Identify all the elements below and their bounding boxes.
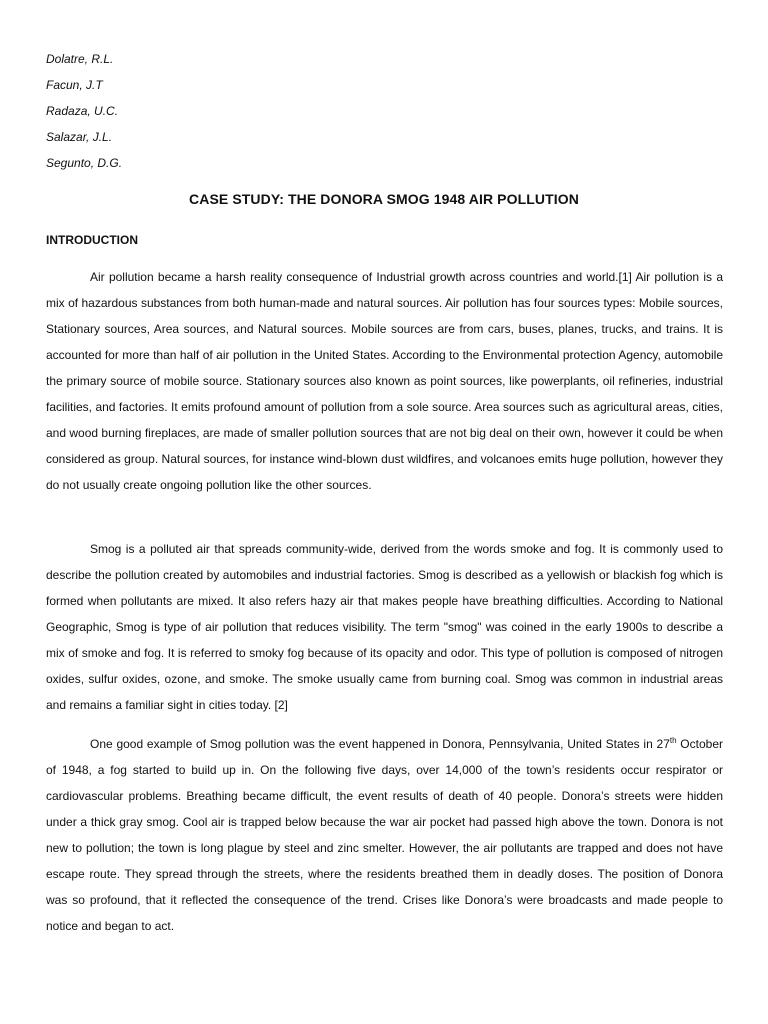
- author-name: Facun, J.T: [46, 78, 103, 92]
- author-list: [46, 46, 346, 176]
- body-paragraph: Air pollution became a harsh reality consequence of Industrial growth across countries and world.[1] Air pollution is a mix of hazardous substances from both human-made and natural sources. Air pollution has four sources types: Mobile sources, Stationary sources, Area sources, and Natural sources. Mobile sources are from cars, buses, planes, trucks, and trains. It is accounted for more than half of air pollution in the United States. According to the Environmental protection Agency, automobile the primary source of mobile source. Stationary sources also known as point sources, like powerplants, oil refineries, industrial facilities, and factories. It emits profound amount of pollution from a sole source. Area sources such as agricultural areas, cities, and wood burning fireplaces, are made of smaller pollution sources that are not big deal on their own, however it could be when considered as group. Natural sources, for instance wind-blown dust wildfires, and volcanoes emits huge pollution, however they do not usually create ongoing pollution like the other sources.: [46, 270, 723, 492]
- body-paragraph: [46, 731, 723, 939]
- author-name: Segunto, D.G.: [46, 156, 123, 170]
- author-name: Radaza, U.C.: [46, 104, 119, 118]
- paragraph-text: One good example of Smog pollution was the event happened in Donora, Pennsylvania, United States in 27: [90, 737, 670, 751]
- document-title: CASE STUDY: THE DONORA SMOG 1948 AIR POLLUTION: [189, 191, 579, 207]
- ordinal-suffix: th: [669, 736, 677, 745]
- body-paragraph: Smog is a polluted air that spreads community-wide, derived from the words smoke and fog. It is commonly used to describe the pollution created by automobiles and industrial factories. Smog is described as a yellowish or blackish fog which is formed when pollutants are mixed. It also refers hazy air that makes people have breathing difficulties. According to National Geographic, Smog is type of air pollution that reduces visibility. The term "smog" was coined in the early 1900s to describe a mix of smoke and fog. It is referred to smoky fog because of its opacity and odor. This type of pollution is composed of nitrogen oxides, sulfur oxides, ozone, and smoke. The smoke usually came from burning coal. Smog was common in industrial areas and remains a familiar sight in cities today. [2]: [46, 542, 723, 712]
- paragraph-text: October of 1948, a fog started to build up in. On the following five days, over 14,000 of the town’s residents occur respirator or cardiovascular problems. Breathing became difficult, the event results of death of 40 people. Donora’s streets were hidden under a thick gray smog. Cool air is trapped below because the war air pocket had passed high above the town. Donora is not new to pollution; the town is long plague by steel and zinc smelter. However, the air pollutants are trapped and does not have escape route. They spread through the streets, where the residents breathed them in deadly doses. The position of Donora was so profound, that it reflected the consequence of the trend. Crises like Donora’s were broadcasts and made people to notice and began to act.: [46, 737, 723, 933]
- author-name: Salazar, J.L.: [46, 130, 113, 144]
- section-heading: INTRODUCTION: [46, 233, 138, 247]
- author-name: Dolatre, R.L.: [46, 52, 114, 66]
